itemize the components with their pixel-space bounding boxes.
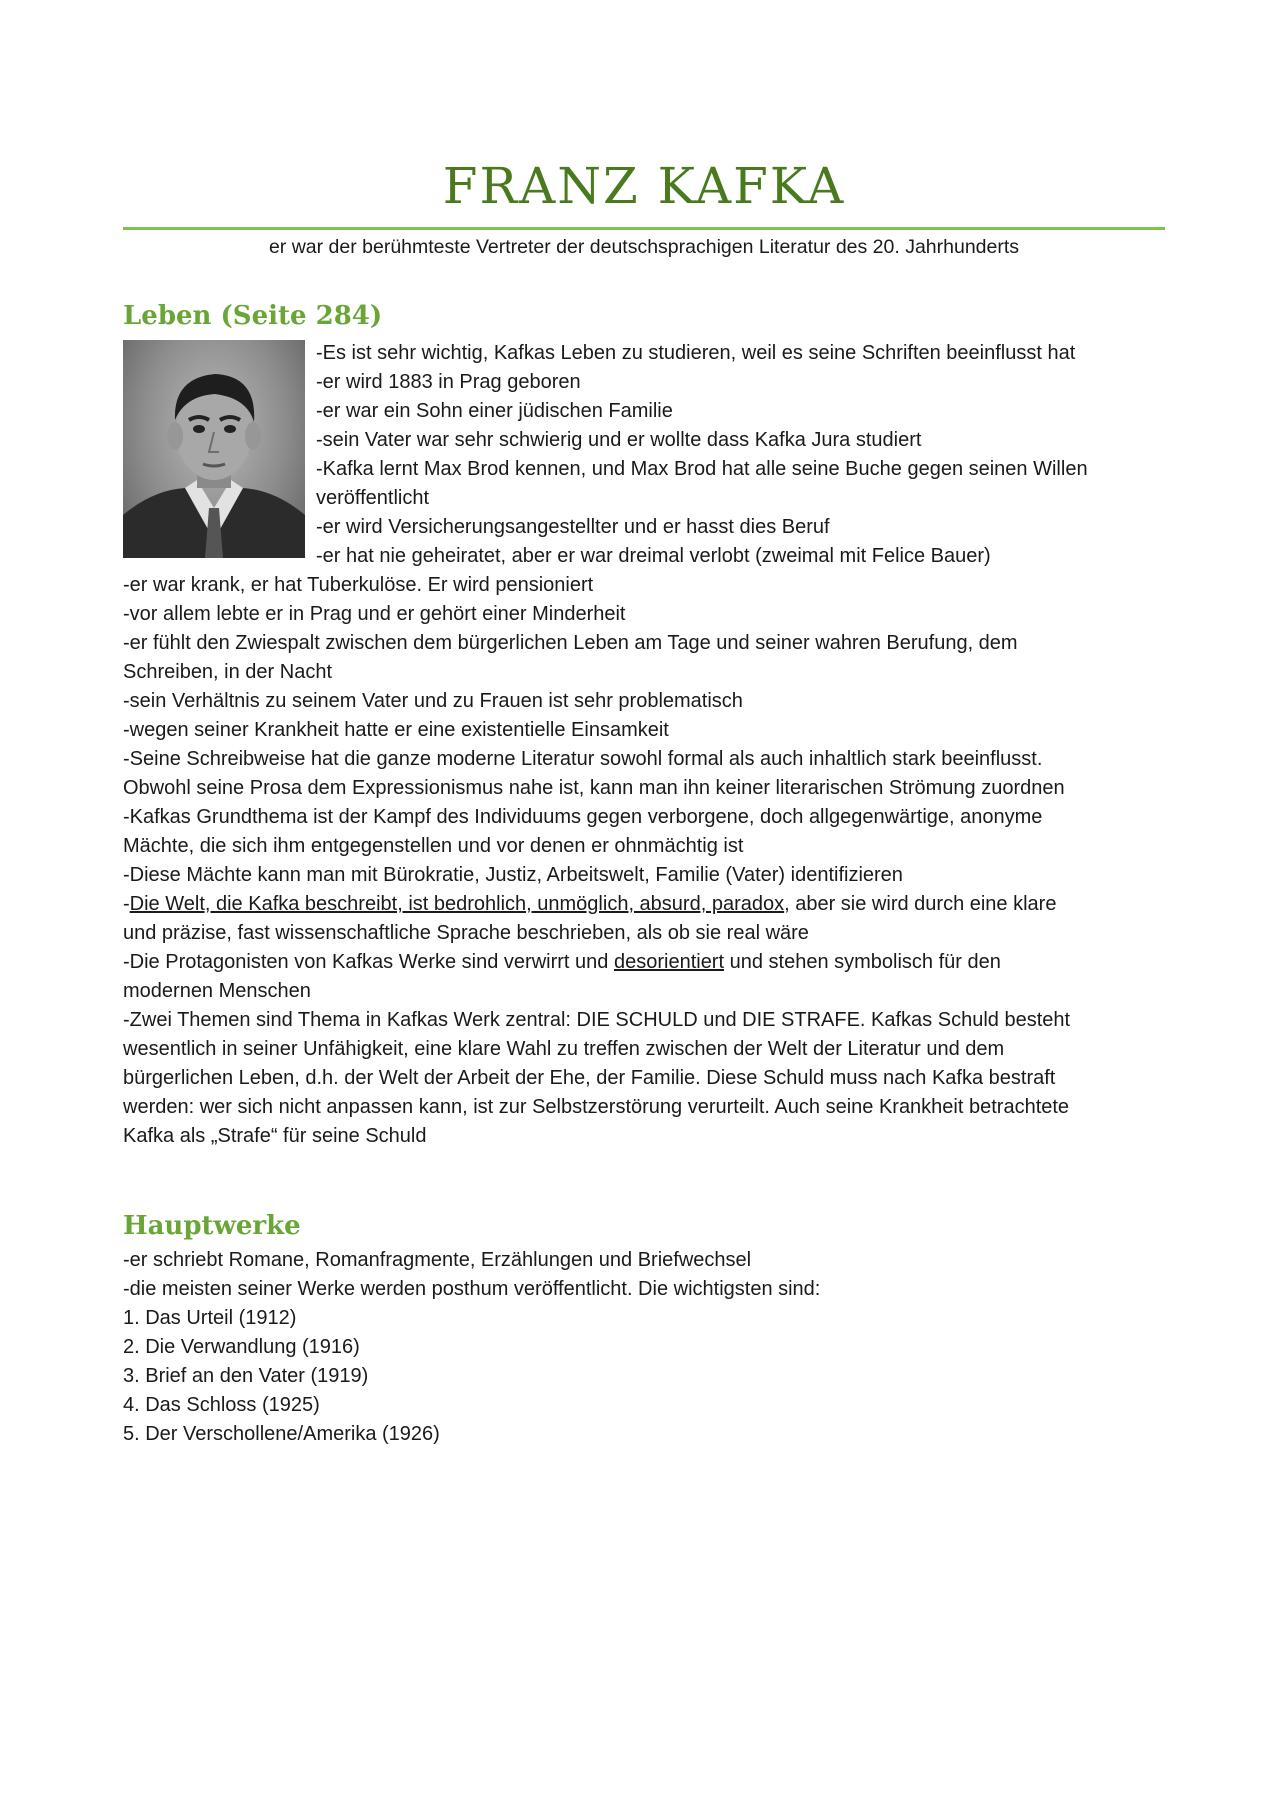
text-line: -Es ist sehr wichtig, Kafkas Leben zu studieren, weil es seine Schriften beeinflusst hat bbox=[316, 342, 1076, 364]
text-line: -vor allem lebte er in Prag und er gehört einer Minderheit bbox=[123, 603, 626, 625]
text-line: Kafka als „Strafe“ für seine Schuld bbox=[123, 1125, 427, 1147]
text-line: Obwohl seine Prosa dem Expressionismus nahe ist, kann man ihn keiner literarischen Strömung zuordnen bbox=[123, 777, 1065, 799]
text-line: veröffentlicht bbox=[316, 487, 430, 509]
text-line: Schreiben, in der Nacht bbox=[123, 661, 333, 683]
protagonist-line-before: -Die Protagonisten von Kafkas Werke sind verwirrt und bbox=[123, 951, 614, 973]
list-item: 1. Das Urteil (1912) bbox=[123, 1307, 297, 1329]
list-item: 3. Brief an den Vater (1919) bbox=[123, 1365, 369, 1387]
leben-lines-beside-photo bbox=[316, 339, 1166, 571]
hauptwerke-lines bbox=[123, 1246, 1165, 1449]
world-line-continuation: und präzise, fast wissenschaftliche Sprache beschrieben, als ob sie real wäre bbox=[123, 922, 809, 944]
title-underline-rule bbox=[123, 227, 1165, 230]
text-line: -Seine Schreibweise hat die ganze moderne Literatur sowohl formal als auch inhaltlich stark beeinflusst. bbox=[123, 748, 1043, 770]
world-line-rest: , aber sie wird durch eine klare bbox=[784, 893, 1057, 915]
text-line: Mächte, die sich ihm entgegenstellen und vor denen er ohnmächtig ist bbox=[123, 835, 744, 857]
document-subtitle: er war der berühmteste Vertreter der deutschsprachigen Literatur des 20. Jahrhunderts bbox=[268, 236, 1020, 258]
text-line: -er war krank, er hat Tuberkulöse. Er wird pensioniert bbox=[123, 574, 594, 596]
world-line-prefix: - bbox=[123, 893, 130, 915]
world-line-underlined: Die Welt, die Kafka beschreibt, ist bedrohlich, unmöglich, absurd, paradox bbox=[129, 893, 785, 915]
protagonist-line bbox=[123, 948, 1165, 977]
text-line: werden: wer sich nicht anpassen kann, ist zur Selbstzerstörung verurteilt. Auch seine Krankheit betrachtete bbox=[123, 1096, 1070, 1118]
text-line: -Diese Mächte kann man mit Bürokratie, Justiz, Arbeitswelt, Familie (Vater) identifizieren bbox=[123, 864, 903, 886]
text-line: -er fühlt den Zwiespalt zwischen dem bürgerlichen Leben am Tage und seiner wahren Berufung, dem bbox=[123, 632, 1018, 654]
text-line: -er wird 1883 in Prag geboren bbox=[316, 371, 581, 393]
text-line: -er hat nie geheiratet, aber er war dreimal verlobt (zweimal mit Felice Bauer) bbox=[316, 545, 991, 567]
section-heading-hauptwerke: Hauptwerke bbox=[123, 1211, 301, 1241]
text-line: -sein Verhältnis zu seinem Vater und zu Frauen ist sehr problematisch bbox=[123, 690, 743, 712]
list-item: -er schriebt Romane, Romanfragmente, Erzählungen und Briefwechsel bbox=[123, 1249, 752, 1271]
text-line: -er wird Versicherungsangestellter und er hasst dies Beruf bbox=[316, 516, 830, 538]
text-line: -er war ein Sohn einer jüdischen Familie bbox=[316, 400, 673, 422]
text-line: -Kafka lernt Max Brod kennen, und Max Brod hat alle seine Buche gegen seinen Willen bbox=[316, 458, 1088, 480]
protagonist-line-underlined: desorientiert bbox=[613, 951, 725, 973]
protagonist-line-after: und stehen symbolisch für den bbox=[724, 951, 1001, 973]
text-line: wesentlich in seiner Unfähigkeit, eine klare Wahl zu treffen zwischen der Welt der Literatur und dem bbox=[123, 1038, 1005, 1060]
section-heading-leben: Leben (Seite 284) bbox=[123, 301, 383, 331]
list-item: 2. Die Verwandlung (1916) bbox=[123, 1336, 360, 1358]
text-line: modernen Menschen bbox=[123, 980, 311, 1002]
list-item: -die meisten seiner Werke werden posthum veröffentlicht. Die wichtigsten sind: bbox=[123, 1278, 821, 1300]
document-title: FRANZ KAFKA bbox=[442, 157, 846, 215]
text-line: -wegen seiner Krankheit hatte er eine existentielle Einsamkeit bbox=[123, 719, 669, 741]
leben-lines-full bbox=[123, 571, 1165, 1151]
text-line: -sein Vater war sehr schwierig und er wollte dass Kafka Jura studiert bbox=[316, 429, 922, 451]
list-item: 5. Der Verschollene/Amerika (1926) bbox=[123, 1423, 440, 1445]
world-line bbox=[123, 890, 1165, 919]
list-item: 4. Das Schloss (1925) bbox=[123, 1394, 320, 1416]
text-line: -Zwei Themen sind Thema in Kafkas Werk zentral: DIE SCHULD und DIE STRAFE. Kafkas Schuld besteht bbox=[123, 1009, 1071, 1031]
text-line: bürgerlichen Leben, d.h. der Welt der Arbeit der Ehe, der Familie. Diese Schuld muss nach Kafka bestraft bbox=[123, 1067, 1056, 1089]
text-line: -Kafkas Grundthema ist der Kampf des Individuums gegen verborgene, doch allgegenwärtige, anonyme bbox=[123, 806, 1043, 828]
kafka-portrait-photo bbox=[123, 340, 305, 558]
